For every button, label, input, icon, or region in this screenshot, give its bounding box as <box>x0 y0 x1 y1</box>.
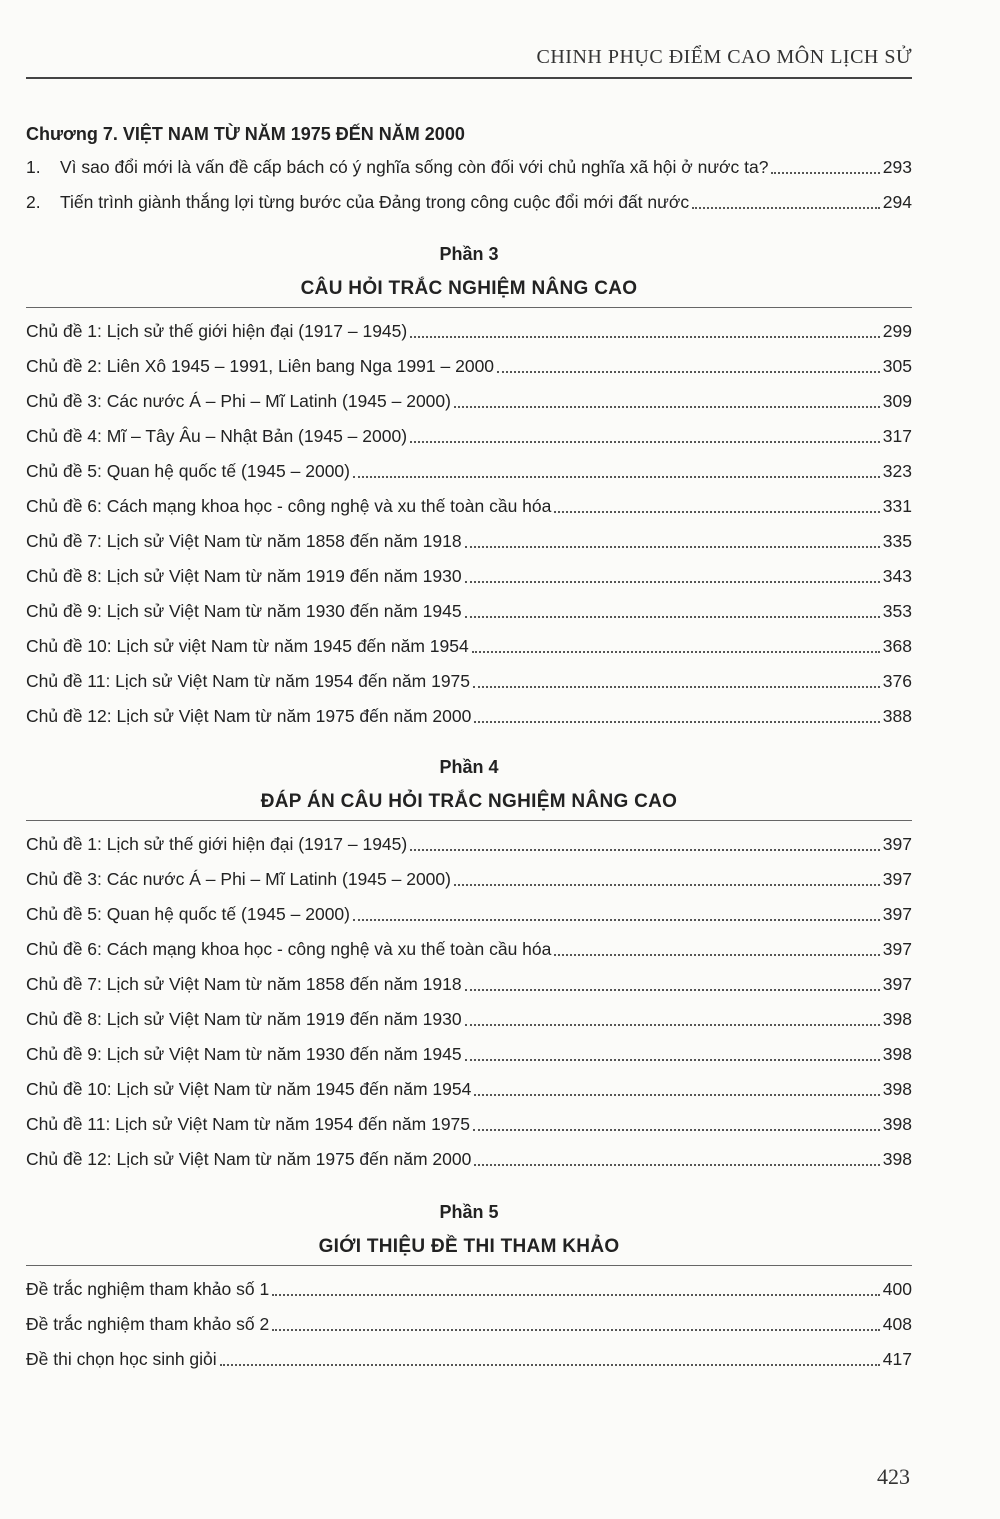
toc-entry[interactable] <box>26 932 912 967</box>
toc-entry-label: Chủ đề 5: Quan hệ quốc tế (1945 – 2000) <box>26 461 350 481</box>
header-rule <box>26 77 912 79</box>
dot-leader <box>220 1363 880 1366</box>
chapter-7-section <box>26 118 912 220</box>
toc-entry-page: 294 <box>882 192 912 212</box>
part-rule <box>26 820 912 821</box>
toc-entry[interactable] <box>26 559 912 594</box>
toc-entry-label: Chủ đề 5: Quan hệ quốc tế (1945 – 2000) <box>26 904 350 924</box>
toc-entry-label: Chủ đề 9: Lịch sử Việt Nam từ năm 1930 đến năm 1945 <box>26 1044 462 1064</box>
toc-entry[interactable] <box>26 629 912 664</box>
toc-entry-page: 343 <box>882 566 912 586</box>
toc-entry-label: Chủ đề 3: Các nước Á – Phi – Mĩ Latinh (1945 – 2000) <box>26 869 451 889</box>
dot-leader <box>771 171 879 174</box>
toc-entry-page: 400 <box>882 1279 912 1299</box>
toc-entry[interactable] <box>26 827 912 862</box>
toc-entry-page: 398 <box>882 1114 912 1134</box>
toc-entry-page: 368 <box>882 636 912 656</box>
toc-entry-label: Chủ đề 11: Lịch sử Việt Nam từ năm 1954 đến năm 1975 <box>26 1114 471 1134</box>
toc-entry[interactable] <box>26 1142 912 1177</box>
table-of-contents <box>26 118 912 1377</box>
toc-entry-page: 335 <box>882 531 912 551</box>
toc-entry-page: 323 <box>882 461 912 481</box>
toc-entry-page: 353 <box>882 601 912 621</box>
part-3-heading <box>26 237 912 307</box>
running-header: CHINH PHỤC ĐIỂM CAO MÔN LỊCH SỬ <box>536 46 912 68</box>
toc-entry[interactable] <box>26 454 912 489</box>
dot-leader <box>692 206 880 209</box>
toc-entry-label: Đề trắc nghiệm tham khảo số 1 <box>26 1279 270 1299</box>
toc-entry-label: Chủ đề 3: Các nước Á – Phi – Mĩ Latinh (1945 – 2000) <box>26 391 451 411</box>
toc-entry-page: 388 <box>882 706 912 726</box>
toc-entry-label: Chủ đề 1: Lịch sử thế giới hiện đại (1917 – 1945) <box>26 834 408 854</box>
toc-entry[interactable] <box>26 185 912 220</box>
page-number: 423 <box>877 1464 910 1489</box>
dot-leader <box>454 405 880 408</box>
toc-entry-page: 305 <box>882 356 912 376</box>
dot-leader <box>410 848 880 851</box>
dot-leader <box>465 580 880 583</box>
toc-entry-label: Chủ đề 2: Liên Xô 1945 – 1991, Liên bang Nga 1991 – 2000 <box>26 356 495 376</box>
toc-entry-label: Chủ đề 12: Lịch sử Việt Nam từ năm 1975 đến năm 2000 <box>26 1149 472 1169</box>
toc-entry-label: Vì sao đổi mới là vấn đề cấp bách có ý nghĩa sống còn đối với chủ nghĩa xã hội ở nước ta? <box>60 157 769 177</box>
toc-entry-label: Chủ đề 7: Lịch sử Việt Nam từ năm 1858 đến năm 1918 <box>26 974 462 994</box>
toc-entry-label: Chủ đề 8: Lịch sử Việt Nam từ năm 1919 đến năm 1930 <box>26 566 462 586</box>
toc-entry-page: 309 <box>882 391 912 411</box>
toc-entry[interactable] <box>26 1307 912 1342</box>
part-title: GIỚI THIỆU ĐỀ THI THAM KHẢO <box>318 1236 620 1257</box>
dot-leader <box>473 1128 880 1131</box>
toc-entry[interactable] <box>26 314 912 349</box>
toc-entry-page: 376 <box>882 671 912 691</box>
toc-entry-page: 398 <box>882 1044 912 1064</box>
dot-leader <box>465 1058 880 1061</box>
dot-leader <box>410 440 880 443</box>
toc-entry-number: 2. <box>26 192 41 212</box>
toc-entry[interactable] <box>26 1072 912 1107</box>
toc-entry-page: 397 <box>882 939 912 959</box>
dot-leader <box>474 1093 879 1096</box>
toc-entry-page: 397 <box>882 974 912 994</box>
dot-leader <box>272 1293 880 1296</box>
part-rule <box>26 1265 912 1266</box>
toc-entry[interactable] <box>26 524 912 559</box>
toc-entry-label: Chủ đề 12: Lịch sử Việt Nam từ năm 1975 đến năm 2000 <box>26 706 472 726</box>
toc-entry-label: Chủ đề 4: Mĩ – Tây Âu – Nhật Bản (1945 – 2000) <box>26 426 408 446</box>
toc-entry[interactable] <box>26 664 912 699</box>
toc-entry[interactable] <box>26 1037 912 1072</box>
toc-entry[interactable] <box>26 384 912 419</box>
dot-leader <box>410 335 880 338</box>
toc-entry-page: 299 <box>882 321 912 341</box>
dot-leader <box>353 475 880 478</box>
toc-entry[interactable] <box>26 594 912 629</box>
toc-entry-label: Chủ đề 10: Lịch sử việt Nam từ năm 1945 đến năm 1954 <box>26 636 469 656</box>
toc-entry[interactable] <box>26 419 912 454</box>
toc-entry-page: 397 <box>882 834 912 854</box>
part-3-list <box>26 314 912 734</box>
toc-entry-label: Chủ đề 6: Cách mạng khoa học - công nghệ và xu thế toàn cầu hóa <box>26 939 552 959</box>
part-label: Phần 3 <box>439 244 499 264</box>
part-rule <box>26 307 912 308</box>
dot-leader <box>465 1023 880 1026</box>
dot-leader <box>454 883 880 886</box>
dot-leader <box>473 685 880 688</box>
toc-entry-page: 397 <box>882 904 912 924</box>
dot-leader <box>554 953 879 956</box>
toc-entry-page: 293 <box>882 157 912 177</box>
toc-entry[interactable] <box>26 862 912 897</box>
toc-entry-label: Chủ đề 1: Lịch sử thế giới hiện đại (1917 – 1945) <box>26 321 408 341</box>
toc-entry-label: Chủ đề 10: Lịch sử Việt Nam từ năm 1945 đến năm 1954 <box>26 1079 472 1099</box>
dot-leader <box>474 1163 879 1166</box>
dot-leader <box>353 918 880 921</box>
toc-entry[interactable] <box>26 489 912 524</box>
toc-entry-page: 398 <box>882 1149 912 1169</box>
toc-entry[interactable] <box>26 150 912 185</box>
dot-leader <box>497 370 880 373</box>
dot-leader <box>474 720 879 723</box>
chapter-title: Chương 7. VIỆT NAM TỪ NĂM 1975 ĐẾN NĂM 2000 <box>26 124 465 144</box>
toc-entry-page: 398 <box>882 1079 912 1099</box>
toc-entry-page: 331 <box>882 496 912 516</box>
toc-entry-label: Chủ đề 6: Cách mạng khoa học - công nghệ và xu thế toàn cầu hóa <box>26 496 552 516</box>
toc-entry-page: 417 <box>882 1349 912 1369</box>
toc-entry-label: Đề trắc nghiệm tham khảo số 2 <box>26 1314 270 1334</box>
dot-leader <box>465 988 880 991</box>
toc-entry-number: 1. <box>26 157 41 177</box>
part-5-heading <box>26 1195 912 1265</box>
toc-entry[interactable] <box>26 349 912 384</box>
toc-entry-label: Tiến trình giành thắng lợi từng bước của Đảng trong công cuộc đổi mới đất nước <box>60 192 690 212</box>
toc-entry[interactable] <box>26 1342 912 1377</box>
dot-leader <box>272 1328 880 1331</box>
toc-entry-label: Chủ đề 8: Lịch sử Việt Nam từ năm 1919 đến năm 1930 <box>26 1009 462 1029</box>
dot-leader <box>465 615 880 618</box>
toc-entry-label: Đề thi chọn học sinh giỏi <box>26 1349 217 1369</box>
dot-leader <box>472 650 880 653</box>
toc-entry[interactable] <box>26 1002 912 1037</box>
dot-leader <box>465 545 880 548</box>
toc-entry-label: Chủ đề 9: Lịch sử Việt Nam từ năm 1930 đến năm 1945 <box>26 601 462 621</box>
toc-entry-page: 408 <box>882 1314 912 1334</box>
part-label: Phần 5 <box>439 1202 499 1222</box>
part-label: Phần 4 <box>439 757 499 777</box>
toc-entry[interactable] <box>26 1107 912 1142</box>
toc-entry[interactable] <box>26 967 912 1002</box>
toc-entry[interactable] <box>26 699 912 734</box>
toc-entry[interactable] <box>26 1272 912 1307</box>
toc-entry-page: 398 <box>882 1009 912 1029</box>
toc-entry-page: 317 <box>882 426 912 446</box>
toc-entry[interactable] <box>26 897 912 932</box>
toc-entry-label: Chủ đề 11: Lịch sử Việt Nam từ năm 1954 đến năm 1975 <box>26 671 471 691</box>
toc-entry-page: 397 <box>882 869 912 889</box>
dot-leader <box>554 510 879 513</box>
part-4-heading <box>26 750 912 820</box>
part-5-list <box>26 1272 912 1377</box>
part-title: ĐÁP ÁN CÂU HỎI TRẮC NGHIỆM NÂNG CAO <box>260 791 678 812</box>
toc-entry-label: Chủ đề 7: Lịch sử Việt Nam từ năm 1858 đến năm 1918 <box>26 531 462 551</box>
part-4-list <box>26 827 912 1177</box>
part-title: CÂU HỎI TRẮC NGHIỆM NÂNG CAO <box>300 278 638 299</box>
